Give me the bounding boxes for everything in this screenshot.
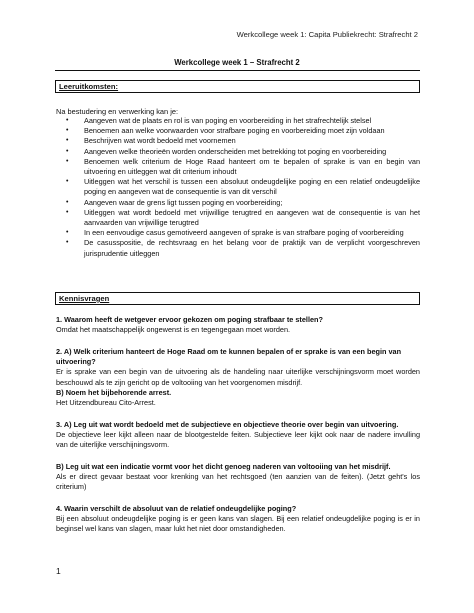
bullet-icon: • <box>66 127 69 135</box>
question-block-4 <box>56 504 420 535</box>
answer-text: Er is sprake van een begin van de uitvoering als de handeling naar uiterlijke verschijningsvorm moet worden beschouwd als te zijn gericht op de voltooiing van het voorgenomen misdrijf. <box>56 367 420 387</box>
bullet-icon: • <box>66 198 69 206</box>
bullet-icon: • <box>66 157 69 165</box>
answer-text: Als er direct gevaar bestaat voor krenking van het rechtsgoed (ten aanzien van de feiten). (Jetzt geht's los criterium) <box>56 472 420 492</box>
answer-text: De objectieve leer kijkt alleen naar de blootgestelde feiten. Subjectieve leer kijkt ook naar de nadere invulling van de uiterlijke verschijningsvorm. <box>56 430 420 450</box>
bullet-icon: • <box>66 229 69 237</box>
bullet-icon: • <box>66 147 69 155</box>
list-item: • Aangeven welke theorieën worden onderscheiden met betrekking tot poging en voorbereiding <box>66 146 387 156</box>
list-item: • Aangeven waar de grens ligt tussen poging en voorbereiding; <box>66 197 283 207</box>
list-item: • Aangeven wat de plaats en rol is van poging en voorbereiding in het strafrechtelijk stelsel <box>66 116 372 125</box>
learning-outcomes-list <box>56 116 420 259</box>
section-heading-knowledge-questions: Kennisvragen <box>55 292 420 305</box>
question-block-3a <box>56 420 420 451</box>
question-block-2 <box>56 347 420 408</box>
document-title: Werkcollege week 1 – Strafrecht 2 <box>174 58 300 67</box>
question-text: 2. A) Welk criterium hanteert de Hoge Raad om te kunnen bepalen of er sprake is van een begin van uitvoering? <box>56 347 402 367</box>
section-heading-learning-outcomes: Leeruitkomsten: <box>55 80 420 93</box>
title-rule <box>55 70 420 71</box>
bullet-icon: • <box>66 178 69 186</box>
answer-text: Omdat het maatschappelijk ongewenst is en tegengegaan moet worden. <box>56 325 291 335</box>
running-header: Werkcollege week 1: Capita Publiekrecht: Strafrecht 2 <box>236 30 418 39</box>
question-text: 3. A) Leg uit wat wordt bedoeld met de subjectieve en objectieve theorie over begin van uitvoering. <box>56 420 399 429</box>
question-block-3b <box>56 462 420 493</box>
list-item: • Benoemen aan welke voorwaarden voor strafbare poging en voorbereiding moet zijn voldaan <box>66 126 385 136</box>
list-item: • De casusspositie, de rechtsvraag en het belang voor de praktijk van de verplicht voorgeschreven jurisprudentie uitleggen <box>66 238 420 258</box>
question-text: B) Leg uit wat een indicatie vormt voor het dicht genoeg naderen van voltooiing van het misdrijf. <box>56 462 391 471</box>
question-text: 1. Waarom heeft de wetgever ervoor gekozen om poging strafbaar te stellen? <box>56 315 323 324</box>
bullet-icon: • <box>66 137 69 145</box>
list-item: • Uitleggen wat wordt bedoeld met vrijwillige terugtred en aangeven wat de consequentie is van het aanvaarden van vrijwillige terugtred <box>66 207 420 228</box>
bullet-icon: • <box>66 208 69 216</box>
bullet-icon: • <box>66 239 69 247</box>
list-item: • In een eenvoudige casus gemotiveerd aangeven of sprake is van strafbare poging of voorbereiding <box>66 228 404 238</box>
bullet-icon: • <box>66 117 69 124</box>
list-item: • Benoemen welk criterium de Hoge Raad hanteert om te bepalen of sprake is van en begin van uitvoering en uitleggen wat dit criterium inhoudt <box>66 156 420 177</box>
question-block-1 <box>56 315 420 335</box>
question-text: B) Noem het bijbehorende arrest. <box>56 387 172 397</box>
answer-text: Bij een absoluut ondeugdelijke poging is er geen kans van slagen. Bij een relatief ondeugdelijke poging is er in beginsel wel kans van slagen, maar lukt het niet door omstandigheden. <box>56 514 420 534</box>
list-item: • Beschrijven wat wordt bedoeld met voornemen <box>66 136 236 146</box>
list-item: • Uitleggen wat het verschil is tussen een absoluut ondeugdelijke poging en een relatief ondeugdelijke poging en aangeven wat de consequentie is van dit verschil <box>66 177 420 197</box>
question-text: 4. Waarin verschilt de absoluut van de relatief ondeugdelijke poging? <box>56 504 297 513</box>
intro-text: Na bestudering en verwerking kan je: <box>56 107 179 116</box>
answer-text: Het Uitzendbureau Cito-Arrest. <box>56 398 156 408</box>
page-number: 1 <box>56 566 61 576</box>
